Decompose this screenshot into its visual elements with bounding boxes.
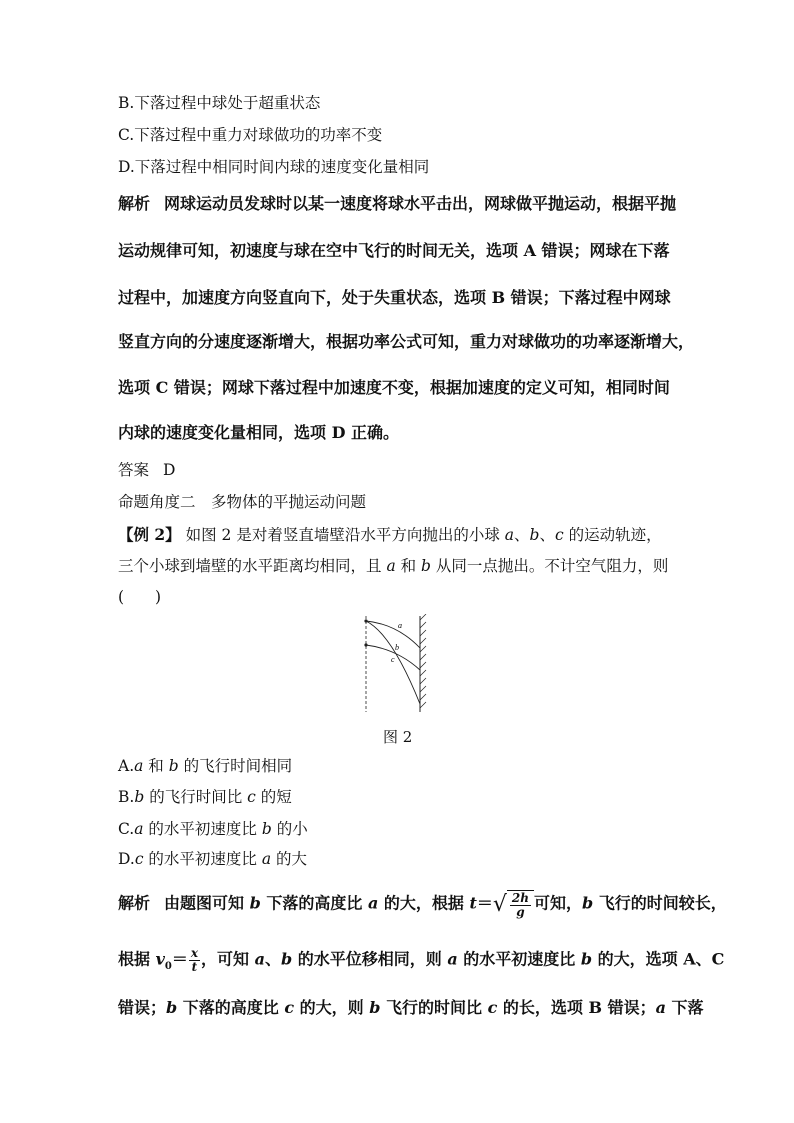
text: 的运动轨迹， <box>563 526 662 544</box>
var: v <box>155 949 165 969</box>
frac-den: g <box>516 904 525 919</box>
var: c <box>247 788 256 806</box>
analysis1-text: 网球运动员发球时以某一速度将球水平击出，网球做平抛运动，根据平抛 <box>164 194 677 213</box>
text: 如图 2 是对着竖直墙壁沿水平方向抛出的小球 <box>185 526 505 544</box>
figure-trajectories <box>352 614 432 714</box>
text: 的飞行时间相同 <box>178 757 293 775</box>
text: 的短 <box>255 788 292 806</box>
option2-b <box>118 790 292 806</box>
figure-caption: 图 2 <box>383 728 413 746</box>
var: a <box>447 949 458 969</box>
frac-num: 2h <box>511 891 529 905</box>
answer-line <box>118 463 175 479</box>
label-a: a <box>398 621 402 630</box>
option2-d <box>118 852 307 868</box>
text: 的大 <box>271 850 308 868</box>
label-c: c <box>391 655 395 664</box>
example2-line-1 <box>118 527 662 544</box>
text: C. <box>118 820 135 838</box>
text: 的大，根据 <box>378 893 470 913</box>
text: 的水平位移相同，则 <box>292 949 448 969</box>
text: 可知， <box>533 893 582 913</box>
option2-c <box>118 822 308 838</box>
example2-bracket: ( ) <box>118 588 162 606</box>
analysis2-line-1 <box>118 890 727 918</box>
text: 根据 <box>118 949 156 969</box>
text: 的水平初速度比 <box>457 949 581 969</box>
analysis-label: 解析 <box>118 893 151 913</box>
text: 、 <box>514 526 530 544</box>
sqrt-expression <box>493 890 534 918</box>
example-label: 【例 2】 <box>118 525 181 544</box>
text: 飞行的时间较长， <box>593 893 727 913</box>
text: 的水平初速度比 <box>143 850 262 868</box>
text: ＝ <box>171 949 188 969</box>
var: b <box>421 557 431 575</box>
text: 下落的高度比 <box>177 998 285 1017</box>
analysis1-line-3: 过程中，加速度方向竖直向下，处于失重状态，选项 B 错误；下落过程中网球 <box>118 288 671 307</box>
text: 、 <box>539 526 555 544</box>
var: b <box>261 820 272 838</box>
var: a <box>254 949 265 969</box>
var: b <box>134 788 145 806</box>
var: a <box>367 893 379 913</box>
launch-point-ab <box>364 619 367 622</box>
trajectory-a <box>366 621 420 648</box>
text: 和 <box>395 557 422 575</box>
launch-point-c <box>364 643 367 646</box>
var: a <box>386 557 396 575</box>
text: 下落的高度比 <box>260 893 368 913</box>
var: a <box>134 757 144 775</box>
analysis2-line-2 <box>118 947 724 973</box>
text: 错误； <box>118 998 167 1017</box>
text: B. <box>118 788 135 806</box>
var: b <box>280 949 293 969</box>
text: 的小 <box>271 820 308 838</box>
answer-value: D <box>163 461 176 479</box>
var: a <box>504 526 515 544</box>
analysis1-line-5: 选项 C 错误；网球下落过程中加速度不变，根据加速度的定义可知，相同时间 <box>118 378 670 397</box>
text: ，可知 <box>201 949 255 969</box>
var: c <box>555 526 564 544</box>
sqrt-sign-icon: √ <box>492 892 507 918</box>
answer-label: 答案 <box>118 461 150 479</box>
analysis1-line-2: 运动规律可知，初速度与球在空中飞行的时间无关，选项 A 错误；网球在下落 <box>118 241 670 260</box>
text: A. <box>118 757 135 775</box>
var: a <box>134 820 144 838</box>
text: 的水平初速度比 <box>143 820 262 838</box>
var: t <box>469 893 477 913</box>
var: b <box>529 526 540 544</box>
text: 三个小球到墙壁的水平距离均相同，且 <box>118 557 387 575</box>
analysis-label: 解析 <box>118 194 151 213</box>
text: D. <box>118 850 135 868</box>
text: 的大，选项 A、C <box>592 949 725 969</box>
var: b <box>369 998 381 1017</box>
var: b <box>582 893 594 913</box>
text: 的长，选项 B 错误； <box>497 998 656 1017</box>
var: c <box>134 850 144 868</box>
text: 飞行的时间比 <box>380 998 488 1017</box>
analysis1-line-6: 内球的速度变化量相同，选项 D 正确。 <box>118 423 400 442</box>
option-b-line: B.下落过程中球处于超重状态 <box>118 94 321 112</box>
text: 由题图可知 <box>164 893 250 913</box>
text: 和 <box>143 757 169 775</box>
var: b <box>168 757 179 775</box>
option-d-line: D.下落过程中相同时间内球的速度变化量相同 <box>118 158 430 176</box>
text: 的飞行时间比 <box>144 788 248 806</box>
var: b <box>580 949 593 969</box>
var: b <box>249 893 261 913</box>
analysis1-line-4: 竖直方向的分速度逐渐增大，根据功率公式可知，重力对球做功的功率逐渐增大， <box>118 332 695 351</box>
var: b <box>166 998 178 1017</box>
frac-den: t <box>191 959 198 974</box>
option2-a <box>118 759 292 775</box>
text: 下落 <box>665 998 704 1017</box>
text: 的大，则 <box>294 998 370 1017</box>
analysis1-line-1 <box>118 196 676 212</box>
var: c <box>487 998 498 1017</box>
var: a <box>655 998 666 1017</box>
analysis2-line-3 <box>118 1000 704 1016</box>
var: c <box>284 998 295 1017</box>
subscript: 0 <box>164 960 172 972</box>
wall-hatching <box>420 614 426 708</box>
text: ＝ <box>476 893 493 913</box>
frac-num: x <box>190 946 199 960</box>
text: 、 <box>264 949 281 969</box>
var: a <box>261 850 272 868</box>
text: 从同一点抛出。不计空气阻力，则 <box>430 557 669 575</box>
option-c-line: C.下落过程中重力对球做功的功率不变 <box>118 126 383 144</box>
label-b: b <box>395 643 399 652</box>
example2-line-2 <box>118 559 668 575</box>
section-title: 命题角度二 多物体的平抛运动问题 <box>118 493 367 511</box>
trajectory-diagram <box>352 614 432 714</box>
